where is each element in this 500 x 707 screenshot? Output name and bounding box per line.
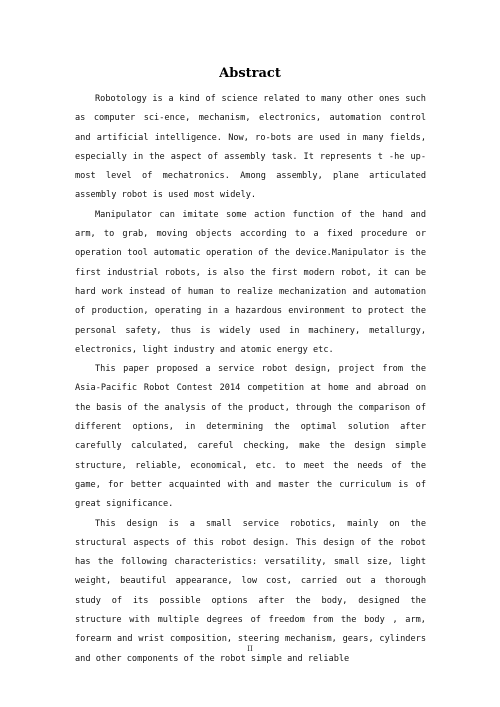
abstract-body — [75, 90, 426, 669]
abstract-paragraph-1: Robotology is a kind of science related to many other ones such as computer sci-ence, mechanism, electronics, automation control and artificial intelligence. Now, ro-bots are used in many fields, especially in the aspect of assembly task. It represents t -he up-most level of mechatronics. Among assembly, plane articulated assembly robot is used most widely. — [75, 94, 426, 201]
abstract-paragraph-3: This paper proposed a service robot design, project from the Asia-Pacific Robot Contest 2014 competition at home and abroad on the basis of the analysis of the product, through the comparison of different options, in determining the optimal solution after carefully calculated, careful checking, make the design simple structure, reliable, economical, etc. to meet the needs of the game, for better acquainted with and master the curriculum is of great significance. — [75, 364, 426, 510]
page-number: II — [247, 645, 253, 653]
abstract-title: Abstract — [219, 66, 281, 81]
abstract-paragraph-2: Manipulator can imitate some action function of the hand and arm, to grab, moving objects according to a fixed procedure or operation tool automatic operation of the device.Manipulator is the first industrial robots, is also the first modern robot, it can be hard work instead of human to realize mechanization and automation of production, operating in a hazardous environment to protect the personal safety, thus is widely used in machinery, metallurgy, electronics, light industry and atomic energy etc. — [75, 209, 426, 355]
abstract-paragraph-4: This design is a small service robotics, mainly on the structural aspects of this robot design. This design of the robot has the following characteristics: versatility, small size, light weight, beautiful appearance, low cost, carried out a thorough study of its possible options after the body, designed the structure with multiple degrees of freedom from the body , arm, forearm and wrist composition, steering mechanism, gears, cylinders and other components of the robot simple and reliable — [75, 518, 426, 664]
